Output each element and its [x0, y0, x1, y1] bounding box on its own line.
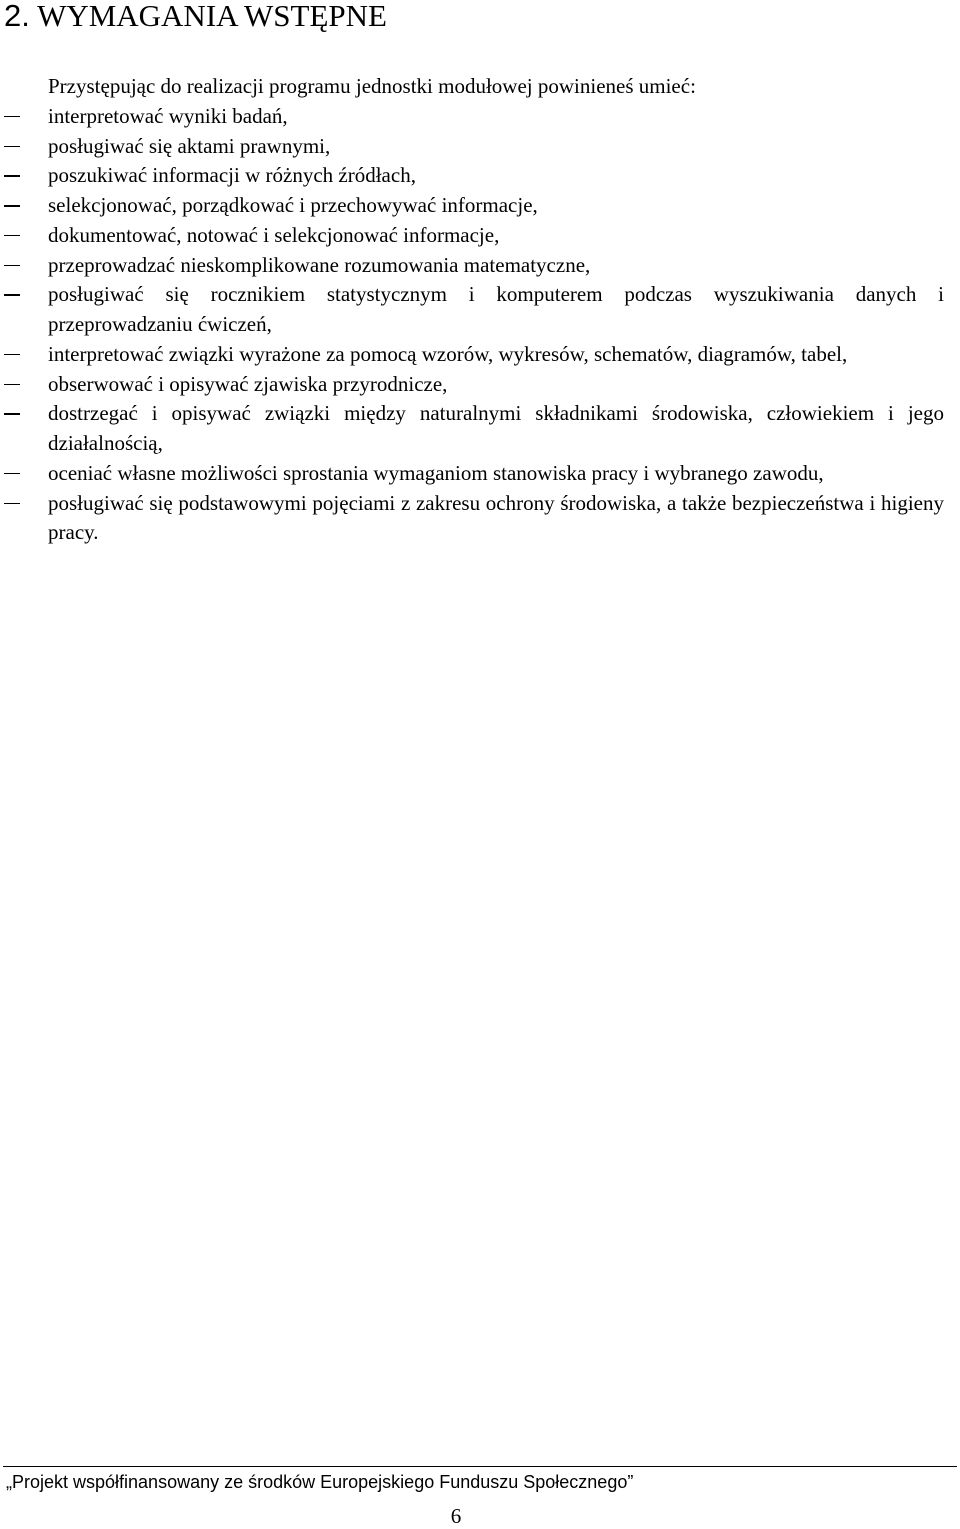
dash-bullet-icon: [4, 116, 20, 118]
requirement-text: interpretować związki wyrażone za pomocą wzorów, wykresów, schematów, diagramów, tabel,: [48, 341, 848, 366]
requirement-item: [0, 459, 944, 489]
intro-paragraph: Przystępując do realizacji programu jednostki modułowej powinieneś umieć:: [48, 74, 696, 98]
requirement-item: [0, 132, 944, 162]
requirement-text: dokumentować, notować i selekcjonować informacje,: [48, 222, 500, 247]
requirement-item: [0, 251, 944, 281]
requirement-text: poszukiwać informacji w różnych źródłach,: [48, 163, 416, 188]
page-number: 6: [450, 1504, 462, 1528]
dash-bullet-icon: [4, 265, 20, 267]
requirement-text: posługiwać się podstawowymi pojęciami z zakresu ochrony środowiska, a także bezpieczeństwa i higieny pracy.: [48, 490, 944, 545]
requirement-item: [0, 221, 944, 251]
dash-bullet-icon: [4, 146, 20, 148]
requirement-text: interpretować wyniki badań,: [48, 103, 288, 128]
requirement-item: [0, 191, 944, 221]
requirement-item: [0, 161, 944, 191]
requirement-item: [0, 399, 944, 459]
requirement-item: [0, 280, 944, 340]
dash-bullet-icon: [4, 294, 20, 296]
requirement-text: posługiwać się rocznikiem statystycznym i komputerem podczas wyszukiwania danych i przeprowadzaniu ćwiczeń,: [48, 282, 944, 336]
footer-project-note: „Projekt współfinansowany ze środków Europejskiego Funduszu Społecznego”: [6, 1472, 634, 1492]
requirements-list: [0, 102, 944, 548]
requirement-item: [0, 102, 944, 132]
requirement-text: dostrzegać i opisywać związki między naturalnymi składnikami środowiska, człowiekiem i jego działalnością,: [48, 401, 944, 455]
requirement-text: przeprowadzać nieskomplikowane rozumowania matematyczne,: [48, 252, 591, 277]
dash-bullet-icon: [4, 384, 20, 386]
requirement-text: posługiwać się aktami prawnymi,: [48, 133, 331, 158]
requirement-text: selekcjonować, porządkować i przechowywać informacje,: [48, 193, 538, 217]
dash-bullet-icon: [4, 205, 20, 207]
dash-bullet-icon: [4, 354, 20, 356]
section-number: 2.: [4, 0, 30, 33]
dash-bullet-icon: [4, 503, 20, 505]
requirement-text: oceniać własne możliwości sprostania wymaganiom stanowiska pracy i wybranego zawodu,: [48, 460, 824, 485]
section-title: WYMAGANIA WSTĘPNE: [37, 0, 387, 33]
dash-bullet-icon: [4, 413, 20, 415]
dash-bullet-icon: [4, 473, 20, 475]
footer-divider: [3, 1466, 957, 1467]
section-heading: [4, 0, 387, 34]
requirement-item: [0, 370, 944, 400]
dash-bullet-icon: [4, 175, 20, 177]
dash-bullet-icon: [4, 235, 20, 237]
requirement-text: obserwować i opisywać zjawiska przyrodnicze,: [48, 371, 448, 396]
requirement-item: [0, 340, 944, 370]
requirement-item: [0, 489, 944, 549]
